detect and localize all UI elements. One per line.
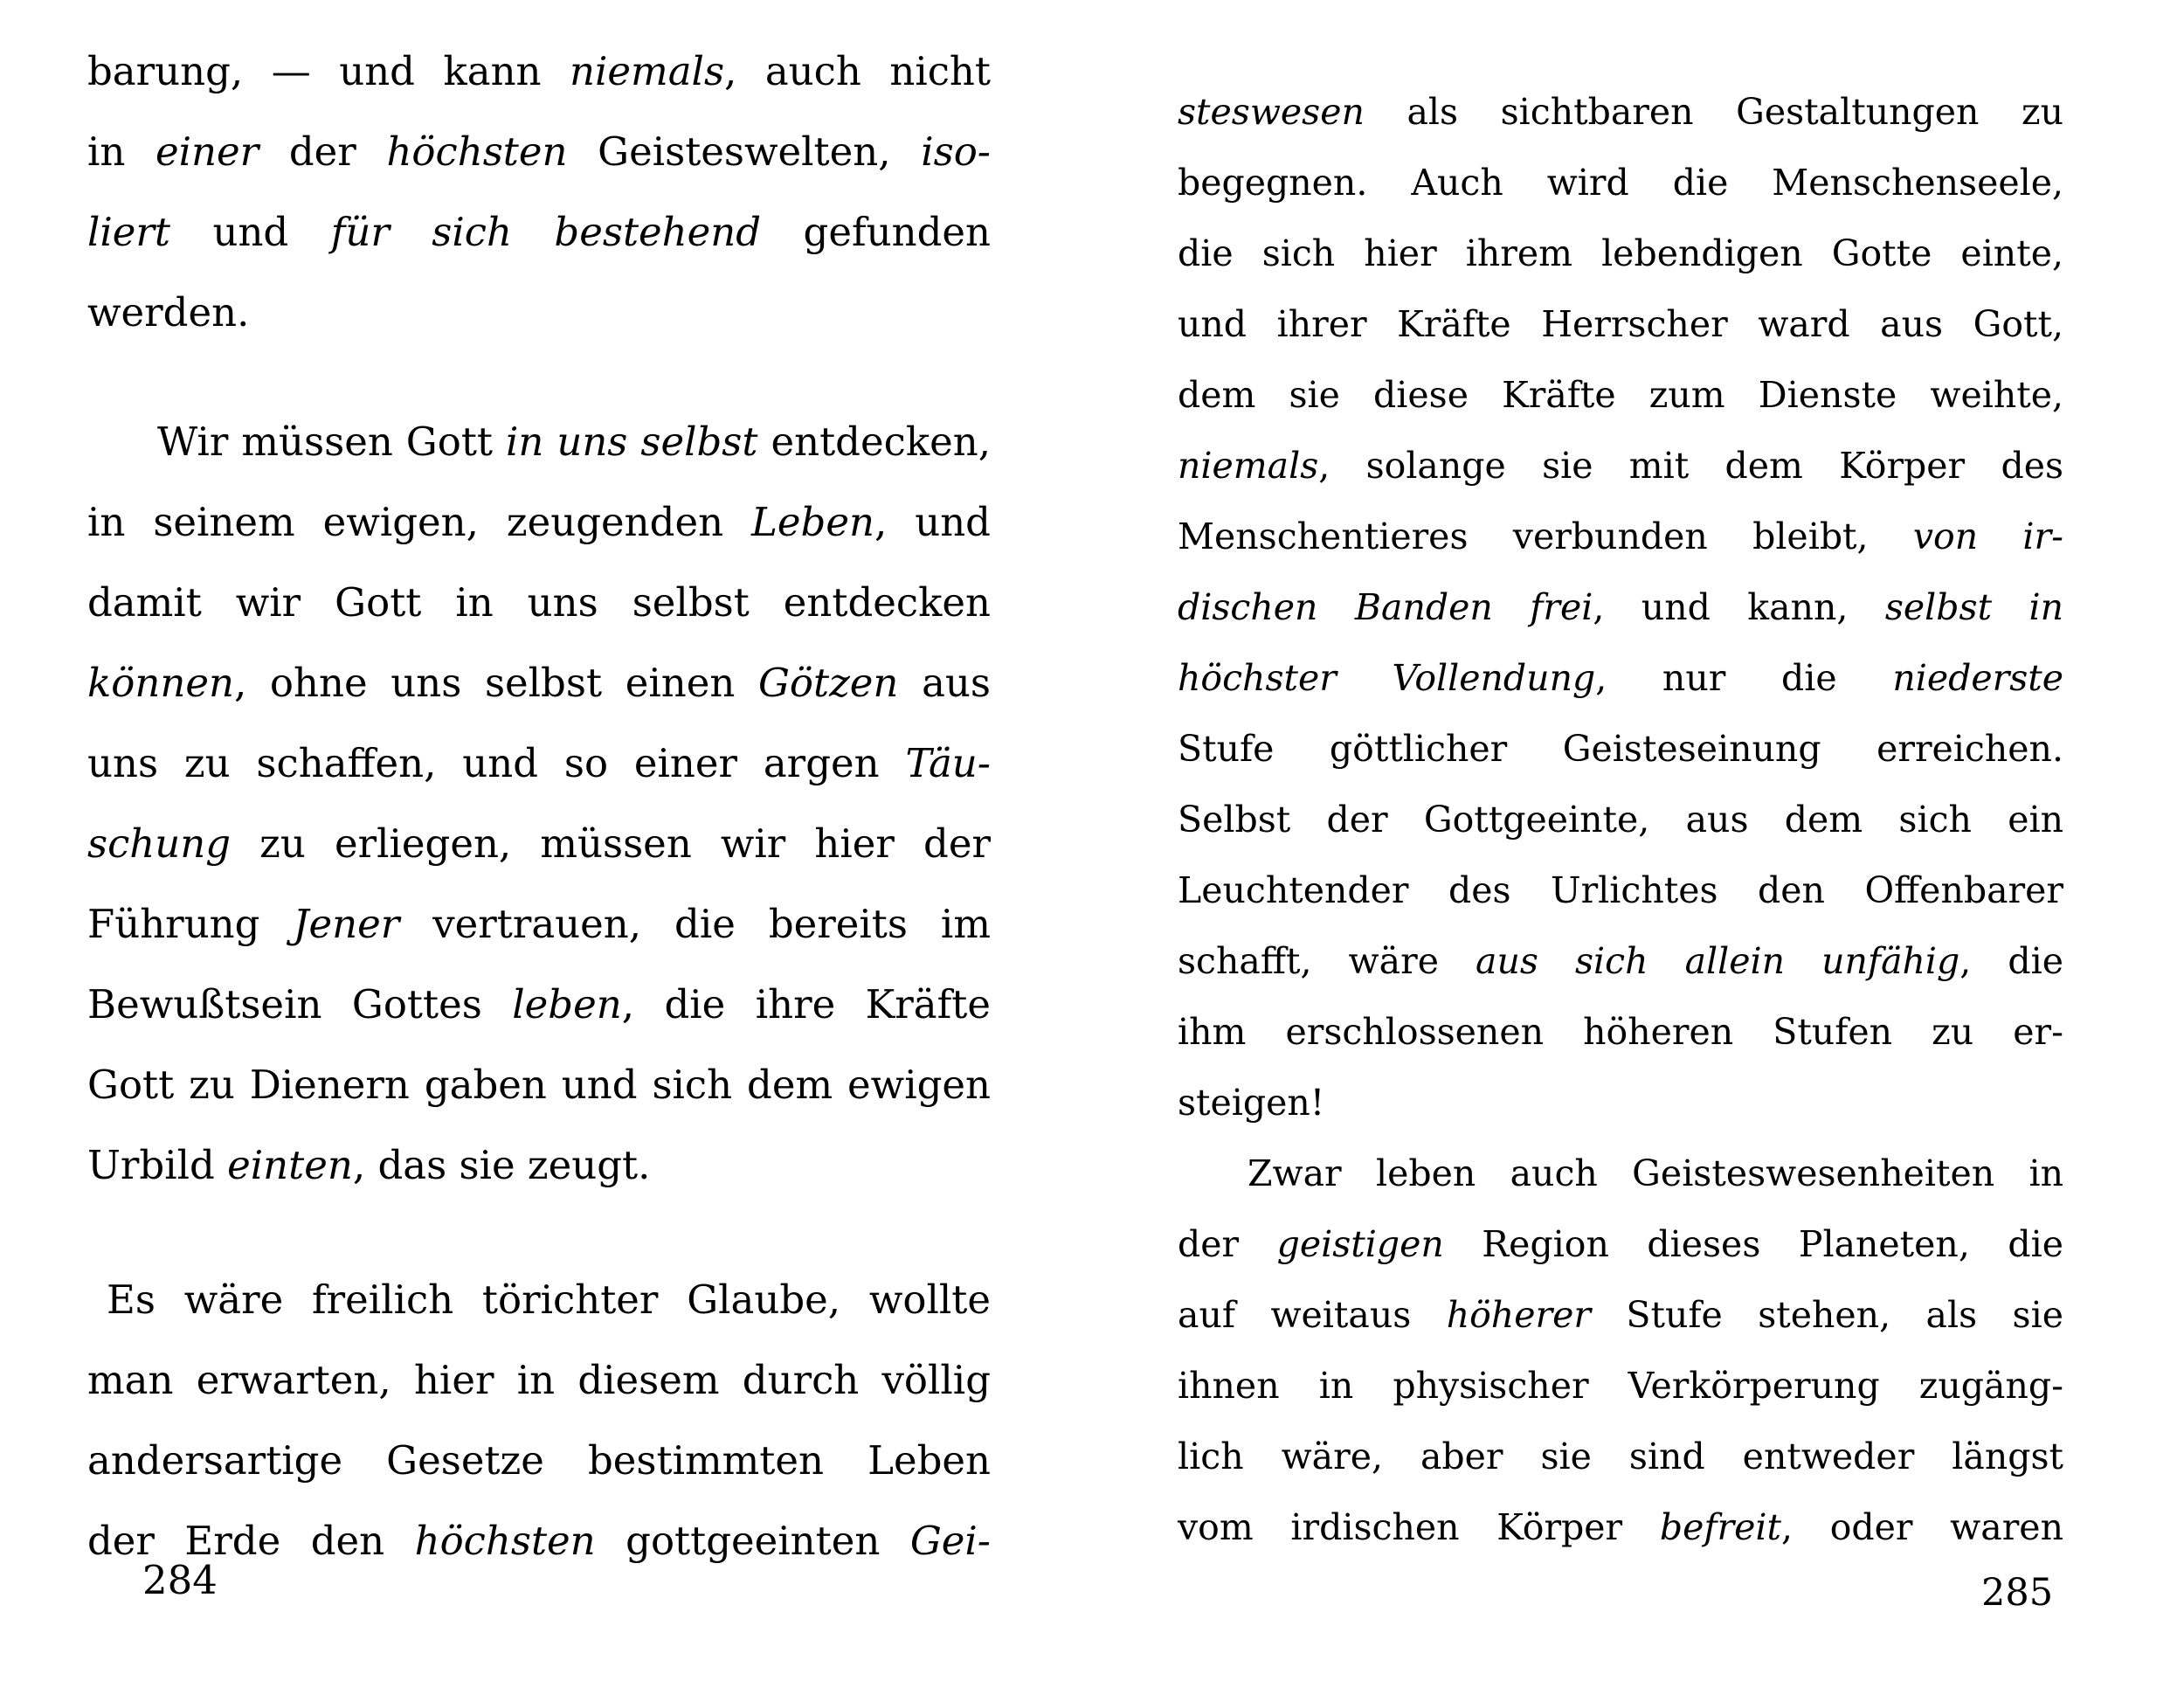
paragraph <box>1178 1138 2063 1563</box>
emphasized-text: iso- <box>921 128 991 175</box>
text-line <box>87 112 991 192</box>
emphasized-text: in uns selbst <box>505 419 758 465</box>
body-text: barung, — und kann <box>87 48 570 94</box>
emphasized-text: Jener <box>293 901 400 947</box>
text-line <box>87 31 991 112</box>
text-line <box>87 273 991 353</box>
text-line <box>87 1045 991 1125</box>
body-text: aus <box>898 660 991 706</box>
body-text: lich wäre, aber sie sind entweder längst <box>1178 1436 2063 1477</box>
body-text: , und kann, <box>1593 586 1885 628</box>
paragraph <box>87 402 991 1206</box>
emphasized-text: niederste <box>1892 657 2063 699</box>
body-text: der Erde den <box>87 1518 415 1564</box>
page-number-right: 285 <box>1981 1571 2054 1615</box>
text-line <box>87 192 991 273</box>
text-line <box>1178 218 2063 289</box>
body-text: Selbst der Gottgeeinte, aus dem sich ein <box>1178 799 2063 841</box>
body-text: , die <box>1959 940 2063 982</box>
emphasized-text: Gei- <box>909 1518 991 1564</box>
body-text: , nur die <box>1595 657 1893 699</box>
body-text: entdecken, <box>757 419 992 465</box>
text-line <box>87 1340 991 1421</box>
body-text: , auch nicht <box>724 48 991 94</box>
body-text: Menschentieres verbunden bleibt, <box>1178 515 1913 557</box>
emphasized-text: Götzen <box>757 660 899 706</box>
emphasized-text: höchster Vollendung <box>1178 657 1596 699</box>
emphasized-text: steswesen <box>1178 91 1365 133</box>
text-line <box>1178 1422 2063 1492</box>
text-block <box>1178 77 2063 1563</box>
text-line <box>1178 289 2063 360</box>
body-text: andersartige Gesetze bestimmten Leben <box>87 1437 991 1484</box>
page-number-left: 284 <box>142 1557 218 1603</box>
body-text: Geisteswelten, <box>567 128 922 175</box>
body-text: Stufe göttlicher Geisteseinung erreichen. <box>1178 728 2063 770</box>
text-line <box>1178 1138 2063 1209</box>
emphasized-text: Leben <box>751 499 874 545</box>
body-text: Wir müssen Gott <box>157 419 506 465</box>
text-line <box>1178 1209 2063 1280</box>
emphasized-text: schung <box>87 820 232 867</box>
body-text: uns zu schaffen, und so einer argen <box>87 740 906 786</box>
paragraph <box>1178 77 2063 1138</box>
body-text: man erwarten, hier in diesem durch völlig <box>87 1357 991 1403</box>
body-text: Gott zu Dienern gaben und sich dem ewigen <box>87 1062 991 1108</box>
emphasized-text: höchsten <box>386 128 568 175</box>
body-text: in <box>87 128 156 175</box>
text-line <box>87 723 991 804</box>
emphasized-text: selbst in <box>1884 586 2063 628</box>
emphasized-text: einten <box>227 1142 353 1188</box>
body-text: Bewußtsein Gottes <box>87 981 513 1027</box>
text-line <box>1178 785 2063 855</box>
body-text: Führung <box>87 901 294 947</box>
body-text: , das sie zeugt. <box>352 1142 651 1188</box>
body-text: ihm erschlossenen höheren Stufen zu er- <box>1178 1011 2063 1053</box>
body-text: , solange sie mit dem Körper des <box>1318 445 2063 487</box>
text-line <box>1178 1068 2063 1138</box>
body-text: Stufe stehen, als sie <box>1590 1294 2063 1336</box>
text-line <box>1178 1492 2063 1563</box>
emphasized-text: geistigen <box>1276 1223 1444 1265</box>
body-text: Urbild <box>87 1142 228 1188</box>
emphasized-text: niemals <box>1178 445 1319 487</box>
emphasized-text: können <box>87 660 234 706</box>
text-line <box>87 643 991 723</box>
body-text: , die ihre Kräfte <box>621 981 991 1027</box>
text-line <box>87 884 991 965</box>
paragraph <box>87 1260 991 1581</box>
body-text: und <box>170 209 331 255</box>
emphasized-text: befreit <box>1659 1506 1781 1548</box>
body-text: , oder waren <box>1780 1506 2063 1548</box>
emphasized-text: Täu- <box>905 740 991 786</box>
text-line <box>1178 572 2063 643</box>
body-text: als sichtbaren Gestaltungen zu <box>1364 91 2063 133</box>
text-line <box>1178 1351 2063 1422</box>
body-text: werden. <box>87 289 250 336</box>
text-line <box>1178 148 2063 218</box>
body-text: vom irdischen Körper <box>1178 1506 1660 1548</box>
body-text: die sich hier ihrem lebendigen Gotte einte, <box>1178 232 2063 274</box>
body-text: , ohne uns selbst einen <box>233 660 758 706</box>
text-line <box>87 965 991 1045</box>
emphasized-text: aus sich allein unfähig <box>1476 940 1960 982</box>
text-line <box>1178 926 2063 997</box>
body-text: gefunden <box>761 209 992 255</box>
body-text: begegnen. Auch wird die Menschenseele, <box>1178 162 2063 204</box>
body-text: dem sie diese Kräfte zum Dienste weihte, <box>1178 374 2063 416</box>
emphasized-text: leben <box>512 981 622 1027</box>
text-line <box>87 1421 991 1501</box>
text-line <box>1178 431 2063 502</box>
body-text: steigen! <box>1178 1082 1325 1124</box>
emphasized-text: höchsten <box>414 1518 596 1564</box>
emphasized-text: für sich bestehend <box>330 209 762 255</box>
body-text: gottgeeinten <box>595 1518 910 1564</box>
text-line <box>1178 1280 2063 1351</box>
text-line <box>1178 643 2063 714</box>
text-line <box>87 1260 991 1340</box>
text-line <box>1178 997 2063 1068</box>
body-text: der <box>259 128 387 175</box>
body-text: auf weitaus <box>1178 1294 1447 1336</box>
body-text: , und <box>874 499 991 545</box>
body-text: Es wäre freilich törichter Glaube, wollte <box>107 1276 991 1323</box>
emphasized-text: einer <box>156 128 259 175</box>
text-line <box>87 1125 991 1206</box>
emphasized-text: von ir- <box>1912 515 2063 557</box>
emphasized-text: dischen Banden frei <box>1178 586 1593 628</box>
body-text: vertrauen, die bereits im <box>399 901 991 947</box>
emphasized-text: liert <box>87 209 171 255</box>
paragraph <box>87 31 991 353</box>
body-text: Zwar leben auch Geisteswesenheiten in <box>1248 1152 2063 1194</box>
text-block <box>87 31 991 1581</box>
body-text: Region dieses Planeten, die <box>1443 1223 2063 1265</box>
emphasized-text: höherer <box>1446 1294 1591 1336</box>
body-text: Leuchtender des Urlichtes den Offenbarer <box>1178 869 2063 911</box>
text-line <box>1178 360 2063 431</box>
text-line <box>1178 714 2063 785</box>
text-line <box>87 482 991 563</box>
text-line <box>1178 855 2063 926</box>
body-text: schafft, wäre <box>1178 940 1476 982</box>
text-line <box>1178 502 2063 572</box>
text-line <box>1178 77 2063 148</box>
body-text: zu erliegen, müssen wir hier der <box>231 820 991 867</box>
text-line <box>87 402 991 482</box>
emphasized-text: niemals <box>570 48 725 94</box>
text-line <box>87 1501 991 1581</box>
body-text: damit wir Gott in uns selbst entdecken <box>87 579 991 626</box>
text-line <box>87 563 991 643</box>
body-text: ihnen in physischer Verkörperung zugäng- <box>1178 1365 2063 1407</box>
text-line <box>87 804 991 884</box>
body-text: in seinem ewigen, zeugenden <box>87 499 752 545</box>
body-text: der <box>1178 1223 1277 1265</box>
body-text: und ihrer Kräfte Herrscher ward aus Gott, <box>1178 303 2063 345</box>
